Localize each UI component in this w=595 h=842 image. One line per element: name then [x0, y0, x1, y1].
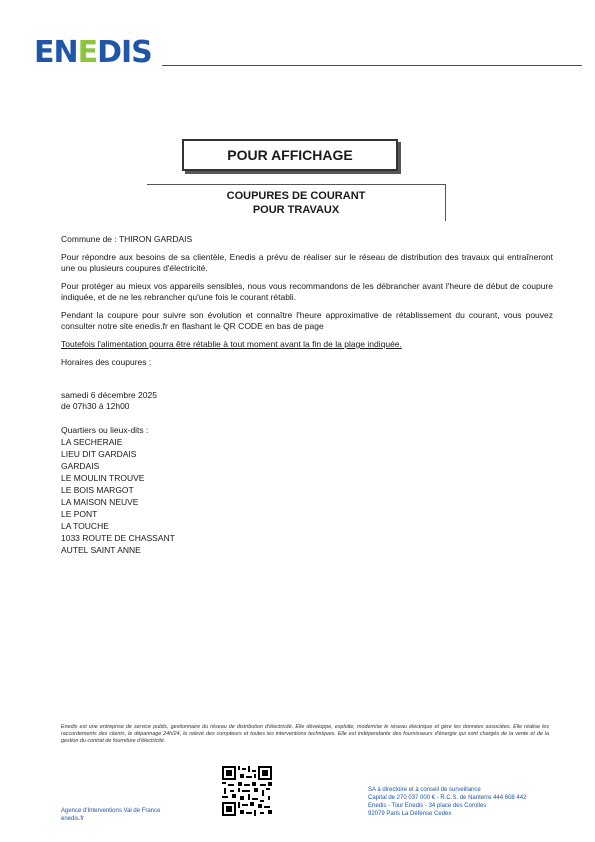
- list-item: LE BOIS MARGOT: [61, 485, 134, 495]
- horaires-label: Horaires des coupures :: [61, 357, 152, 367]
- header-rule: [162, 65, 582, 66]
- schedule-time: de 07h30 à 12h00: [61, 401, 130, 411]
- commune: Commune de : THIRON GARDAIS: [61, 234, 193, 244]
- enedis-logo: [34, 35, 152, 70]
- logo-text-accent: E: [77, 35, 98, 70]
- notice-body: [61, 234, 553, 556]
- company-line-4: 92079 Paris La Défense Cedex: [368, 811, 452, 817]
- agency-name: Agence d'Interventions Val de France: [61, 808, 161, 814]
- quartiers-list: [61, 436, 553, 556]
- company-line-3: Enedis - Tour Enedis - 34 place des Corolles: [368, 803, 487, 809]
- company-info: [368, 786, 526, 818]
- paragraph-1: Pour répondre aux besoins de sa clientèle, Enedis a prévu de réaliser sur le réseau de distribution des travaux qui entraîneront une ou plusieurs coupures d'électricité.: [61, 252, 553, 273]
- website-link[interactable]: enedis.fr: [61, 816, 85, 822]
- list-item: LA SECHERAIE: [61, 437, 123, 447]
- list-item: 1033 ROUTE DE CHASSANT: [61, 533, 175, 543]
- logo-text-end: DIS: [97, 35, 152, 70]
- title-line-2: POUR TRAVAUX: [252, 204, 340, 216]
- schedule: [61, 390, 553, 412]
- list-item: LE MOULIN TROUVE: [61, 473, 145, 483]
- agency-info: [61, 807, 160, 823]
- schedule-date: samedi 6 décembre 2025: [61, 390, 157, 400]
- list-item: LE PONT: [61, 509, 98, 519]
- warning-text: Toutefois l'alimentation pourra être rétablie à tout moment avant la fin de la plage indiquée.: [61, 339, 402, 349]
- pour-affichage-box: [182, 139, 398, 171]
- paragraph-3: Pendant la coupure pour suivre son évolution et connaître l'heure approximative de rétablissement du courant, vous pouvez consulter notre site enedis.fr en flashant le QR CODE en bas de page: [61, 310, 553, 331]
- list-item: LA TOUCHE: [61, 521, 109, 531]
- company-line-2: Capital de 270 037 000 € - R.C.S. de Nanterre 444 608 442: [368, 795, 527, 801]
- logo-text-main: EN: [34, 35, 78, 70]
- pour-affichage-label: POUR AFFICHAGE: [227, 147, 353, 163]
- list-item: AUTEL SAINT ANNE: [61, 545, 141, 555]
- title-line-1: COUPURES DE COURANT: [226, 190, 366, 202]
- qr-code[interactable]: [222, 766, 272, 816]
- list-item: GARDAIS: [61, 461, 100, 471]
- title-box: [147, 184, 446, 221]
- paragraph-2: Pour protéger au mieux vos appareils sensibles, nous vous recommandons de les débrancher avant l'heure de début de coupure indiquée, et de ne les rebrancher qu'une fois le courant rétabli.: [61, 281, 553, 302]
- company-line-1: SA à directoire et à conseil de surveillance: [368, 787, 481, 793]
- list-item: LA MAISON NEUVE: [61, 497, 139, 507]
- legal-notice: Enedis est une entreprise de service public, gestionnaire du réseau de distribution d'électricité. Elle développe, exploite, modernise le réseau électrique et gère les données associées. Elle réalise les raccordements des clients, le dépannage 24h/24, le relevé des compteurs et toutes les interventions techniques. Elle est indépendante des fournisseurs d'énergie qui sont chargés de la vente et de la gestion du contrat de fourniture d'électricité.: [61, 724, 549, 744]
- quartiers-label: Quartiers ou lieux-dits :: [61, 425, 149, 435]
- list-item: LIEU DIT GARDAIS: [61, 449, 137, 459]
